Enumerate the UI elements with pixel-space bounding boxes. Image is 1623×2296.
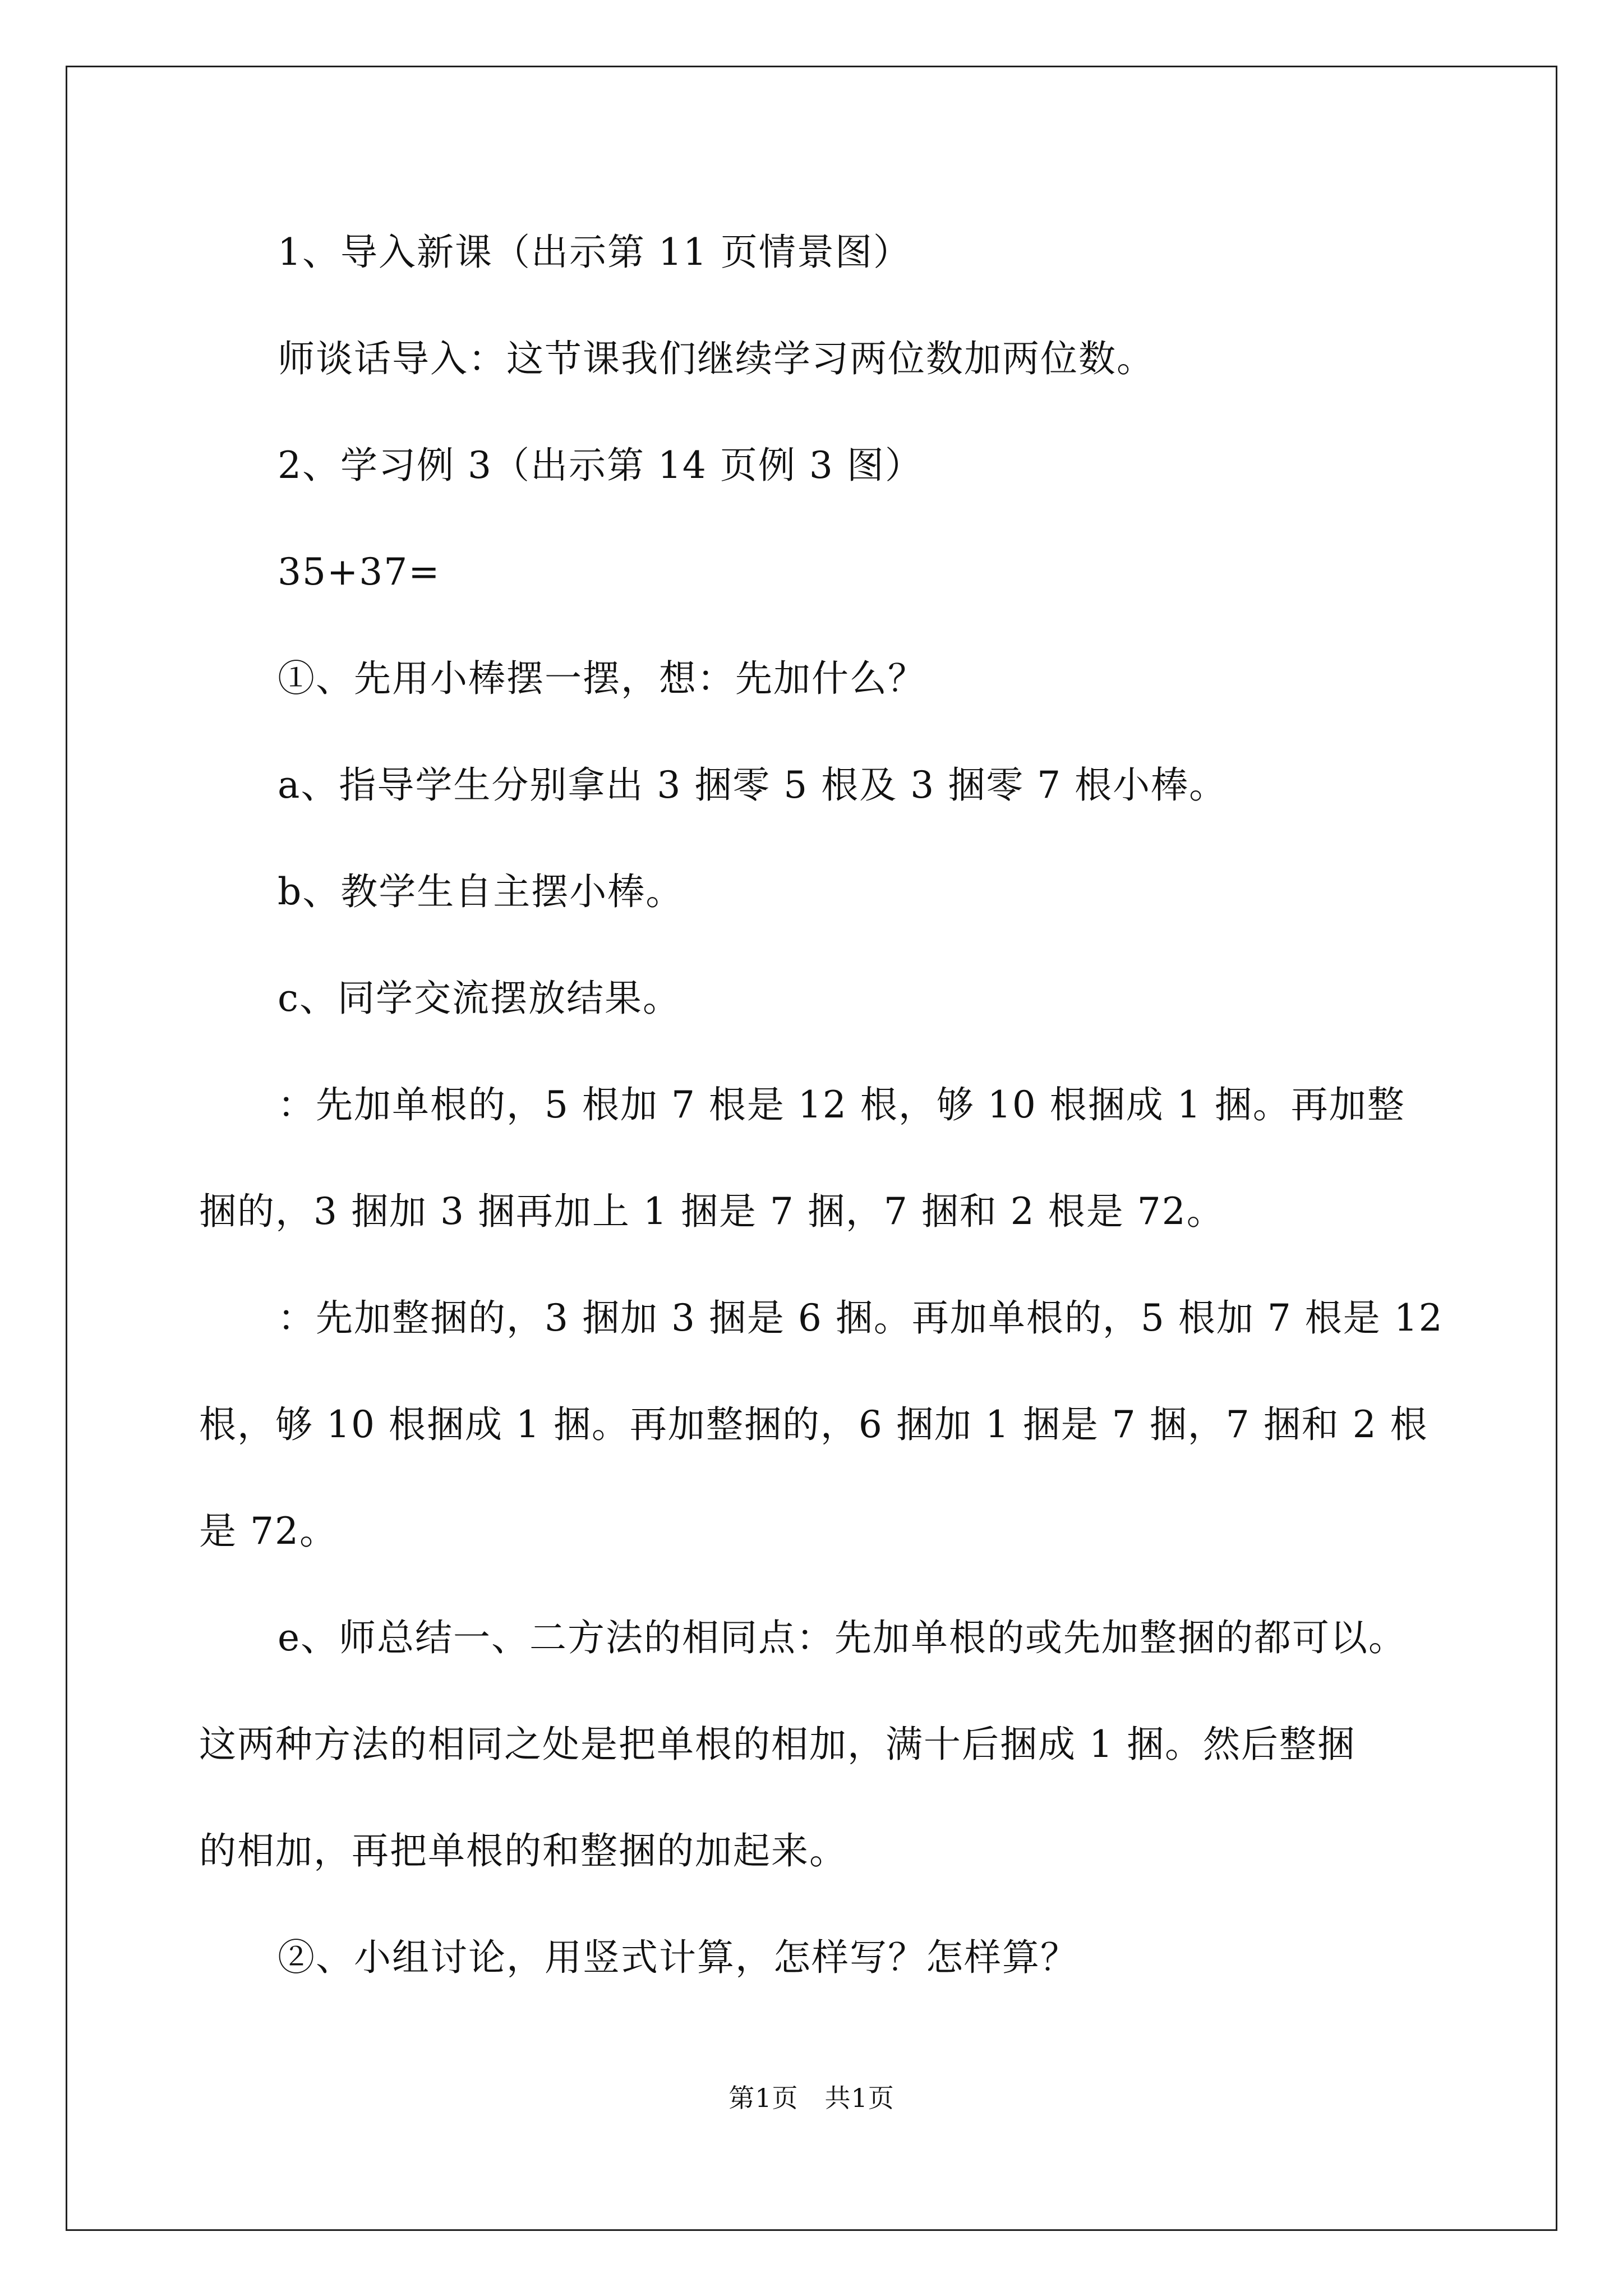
text-line-5: ①、先用小棒摆一摆，想：先加什么？: [278, 657, 926, 700]
text-line-11: ：先加整捆的，3 捆加 3 捆是 6 捆。再加单根的，5 根加 7 根是 12: [278, 1296, 1444, 1340]
text-line-9: ：先加单根的，5 根加 7 根是 12 根，够 10 根捆成 1 捆。再加整: [278, 1083, 1405, 1126]
page-border: [66, 66, 1557, 2231]
text-line-1: 1、导入新课（出示第 11 页情景图）: [278, 231, 911, 274]
text-line-15: 这两种方法的相同之处是把单根的相加，满十后捆成 1 捆。然后整捆: [199, 1723, 1355, 1766]
text-line-8: c、同学交流摆放结果。: [278, 977, 681, 1020]
page-footer: 第1页 共1页: [728, 2083, 895, 2113]
text-line-12: 根，够 10 根捆成 1 捆。再加整捆的，6 捆加 1 捆是 7 捆，7 捆和 2 根: [199, 1403, 1428, 1446]
text-line-4: 35+37=: [278, 550, 441, 593]
text-line-3: 2、学习例 3（出示第 14 页例 3 图）: [278, 444, 923, 487]
text-line-13: 是 72。: [199, 1510, 338, 1553]
text-line-2: 师谈话导入：这节课我们继续学习两位数加两位数。: [278, 337, 1155, 380]
text-line-7: b、教学生自主摆小棒。: [278, 870, 684, 913]
text-line-10: 捆的，3 捆加 3 捆再加上 1 捆是 7 捆，7 捆和 2 根是 72。: [199, 1190, 1225, 1233]
text-line-16: 的相加，再把单根的和整捆的加起来。: [199, 1829, 847, 1872]
text-line-14: e、师总结一、二方法的相同点：先加单根的或先加整捆的都可以。: [278, 1616, 1407, 1659]
text-line-17: ②、小组讨论，用竖式计算，怎样写？怎样算？: [278, 1936, 1078, 1979]
text-line-6: a、指导学生分别拿出 3 捆零 5 根及 3 捆零 7 根小棒。: [278, 763, 1228, 807]
